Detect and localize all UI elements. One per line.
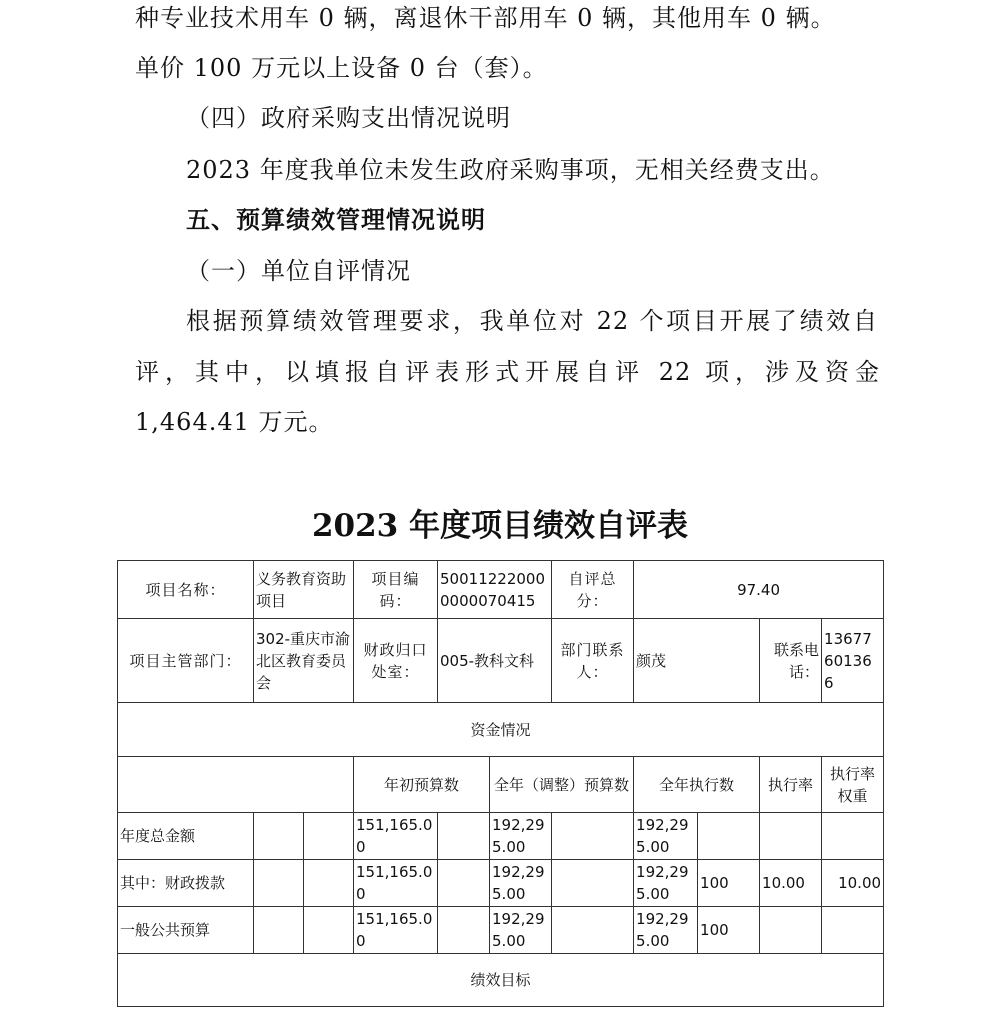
column-header-rate-weight: 执行率权重 <box>822 757 884 813</box>
table-cell-empty <box>254 813 304 860</box>
adjusted-budget-cell: 192,295.00 <box>490 813 552 860</box>
table-row-project-info <box>118 561 884 619</box>
body-text-line-self-eval-2: 评，其中，以填报自评表形式开展自评 22 项，涉及资金 <box>135 358 880 386</box>
column-header-blank <box>118 757 354 813</box>
row-label: 一般公共预算 <box>118 907 254 954</box>
rate-score-cell <box>822 813 884 860</box>
dept-value: 302-重庆市渝北区教育委员会 <box>254 619 354 703</box>
goals-section-title: 绩效目标 <box>118 954 884 1007</box>
execution-cell: 192,295.00 <box>634 860 698 907</box>
rate-weight-cell: 10.00 <box>760 860 822 907</box>
body-text-line-self-eval-3: 1,464.41 万元。 <box>135 408 334 436</box>
finance-office-value: 005-教科文科 <box>438 619 552 703</box>
table-cell-empty <box>552 813 634 860</box>
table-cell-empty <box>304 860 354 907</box>
rate-score-cell: 10.00 <box>822 860 884 907</box>
initial-budget-cell: 151,165.00 <box>354 813 438 860</box>
table-row-dept-info <box>118 619 884 703</box>
project-name-value: 义务教育资助项目 <box>254 561 354 619</box>
project-name-label: 项目名称： <box>118 561 254 619</box>
initial-budget-cell: 151,165.00 <box>354 860 438 907</box>
total-score-label: 自评总分： <box>552 561 634 619</box>
rate-weight-cell <box>760 907 822 954</box>
execution-cell: 192,295.00 <box>634 907 698 954</box>
exec-rate-cell: 100 <box>698 860 760 907</box>
table-cell-empty <box>254 907 304 954</box>
table-cell-empty <box>438 813 490 860</box>
section-heading-performance: 五、预算绩效管理情况说明 <box>186 205 486 234</box>
total-score-value: 97.40 <box>634 561 884 619</box>
table-cell-empty <box>438 907 490 954</box>
table-row-goals-header <box>118 954 884 1007</box>
table-cell-empty <box>552 907 634 954</box>
subsection-heading-procurement: （四）政府采购支出情况说明 <box>186 104 511 132</box>
table-row-column-headers <box>118 757 884 813</box>
column-header-adjusted-budget: 全年（调整）预算数 <box>490 757 634 813</box>
column-header-exec-rate: 执行率 <box>760 757 822 813</box>
row-label: 年度总金额 <box>118 813 254 860</box>
table-title: 2023 年度项目绩效自评表 <box>311 508 689 544</box>
column-header-execution: 全年执行数 <box>634 757 760 813</box>
rate-score-cell <box>822 907 884 954</box>
table-row <box>118 860 884 907</box>
contact-label: 部门联系人： <box>552 619 634 703</box>
subsection-heading-self-eval: （一）单位自评情况 <box>186 257 411 285</box>
funds-section-title: 资金情况 <box>118 703 884 757</box>
body-text-line-self-eval-1: 根据预算绩效管理要求，我单位对 22 个项目开展了绩效自 <box>186 307 878 335</box>
project-code-value: 500112220000000070415 <box>438 561 552 619</box>
performance-evaluation-table <box>117 560 884 1007</box>
body-text-line-1: 种专业技术用车 0 辆，离退休干部用车 0 辆，其他用车 0 辆。 <box>135 4 836 32</box>
dept-label: 项目主管部门： <box>118 619 254 703</box>
adjusted-budget-cell: 192,295.00 <box>490 907 552 954</box>
table-cell-empty <box>304 907 354 954</box>
phone-label: 联系电话： <box>760 619 822 703</box>
initial-budget-cell: 151,165.00 <box>354 907 438 954</box>
table-row <box>118 907 884 954</box>
table-cell-empty <box>552 860 634 907</box>
column-header-initial-budget: 年初预算数 <box>354 757 490 813</box>
exec-rate-cell <box>698 813 760 860</box>
table-row <box>118 813 884 860</box>
body-text-line-procurement: 2023 年度我单位未发生政府采购事项，无相关经费支出。 <box>186 156 835 184</box>
table-row-funds-header <box>118 703 884 757</box>
table-cell-empty <box>438 860 490 907</box>
project-code-label: 项目编码： <box>354 561 438 619</box>
adjusted-budget-cell: 192,295.00 <box>490 860 552 907</box>
finance-office-label: 财政归口处室： <box>354 619 438 703</box>
rate-weight-cell <box>760 813 822 860</box>
exec-rate-cell: 100 <box>698 907 760 954</box>
table-cell-empty <box>304 813 354 860</box>
body-text-line-2: 单价 100 万元以上设备 0 台（套）。 <box>135 54 548 82</box>
execution-cell: 192,295.00 <box>634 813 698 860</box>
row-label: 其中：财政拨款 <box>118 860 254 907</box>
contact-value: 颜茂 <box>634 619 760 703</box>
phone-value: 13677601366 <box>822 619 884 703</box>
table-cell-empty <box>254 860 304 907</box>
